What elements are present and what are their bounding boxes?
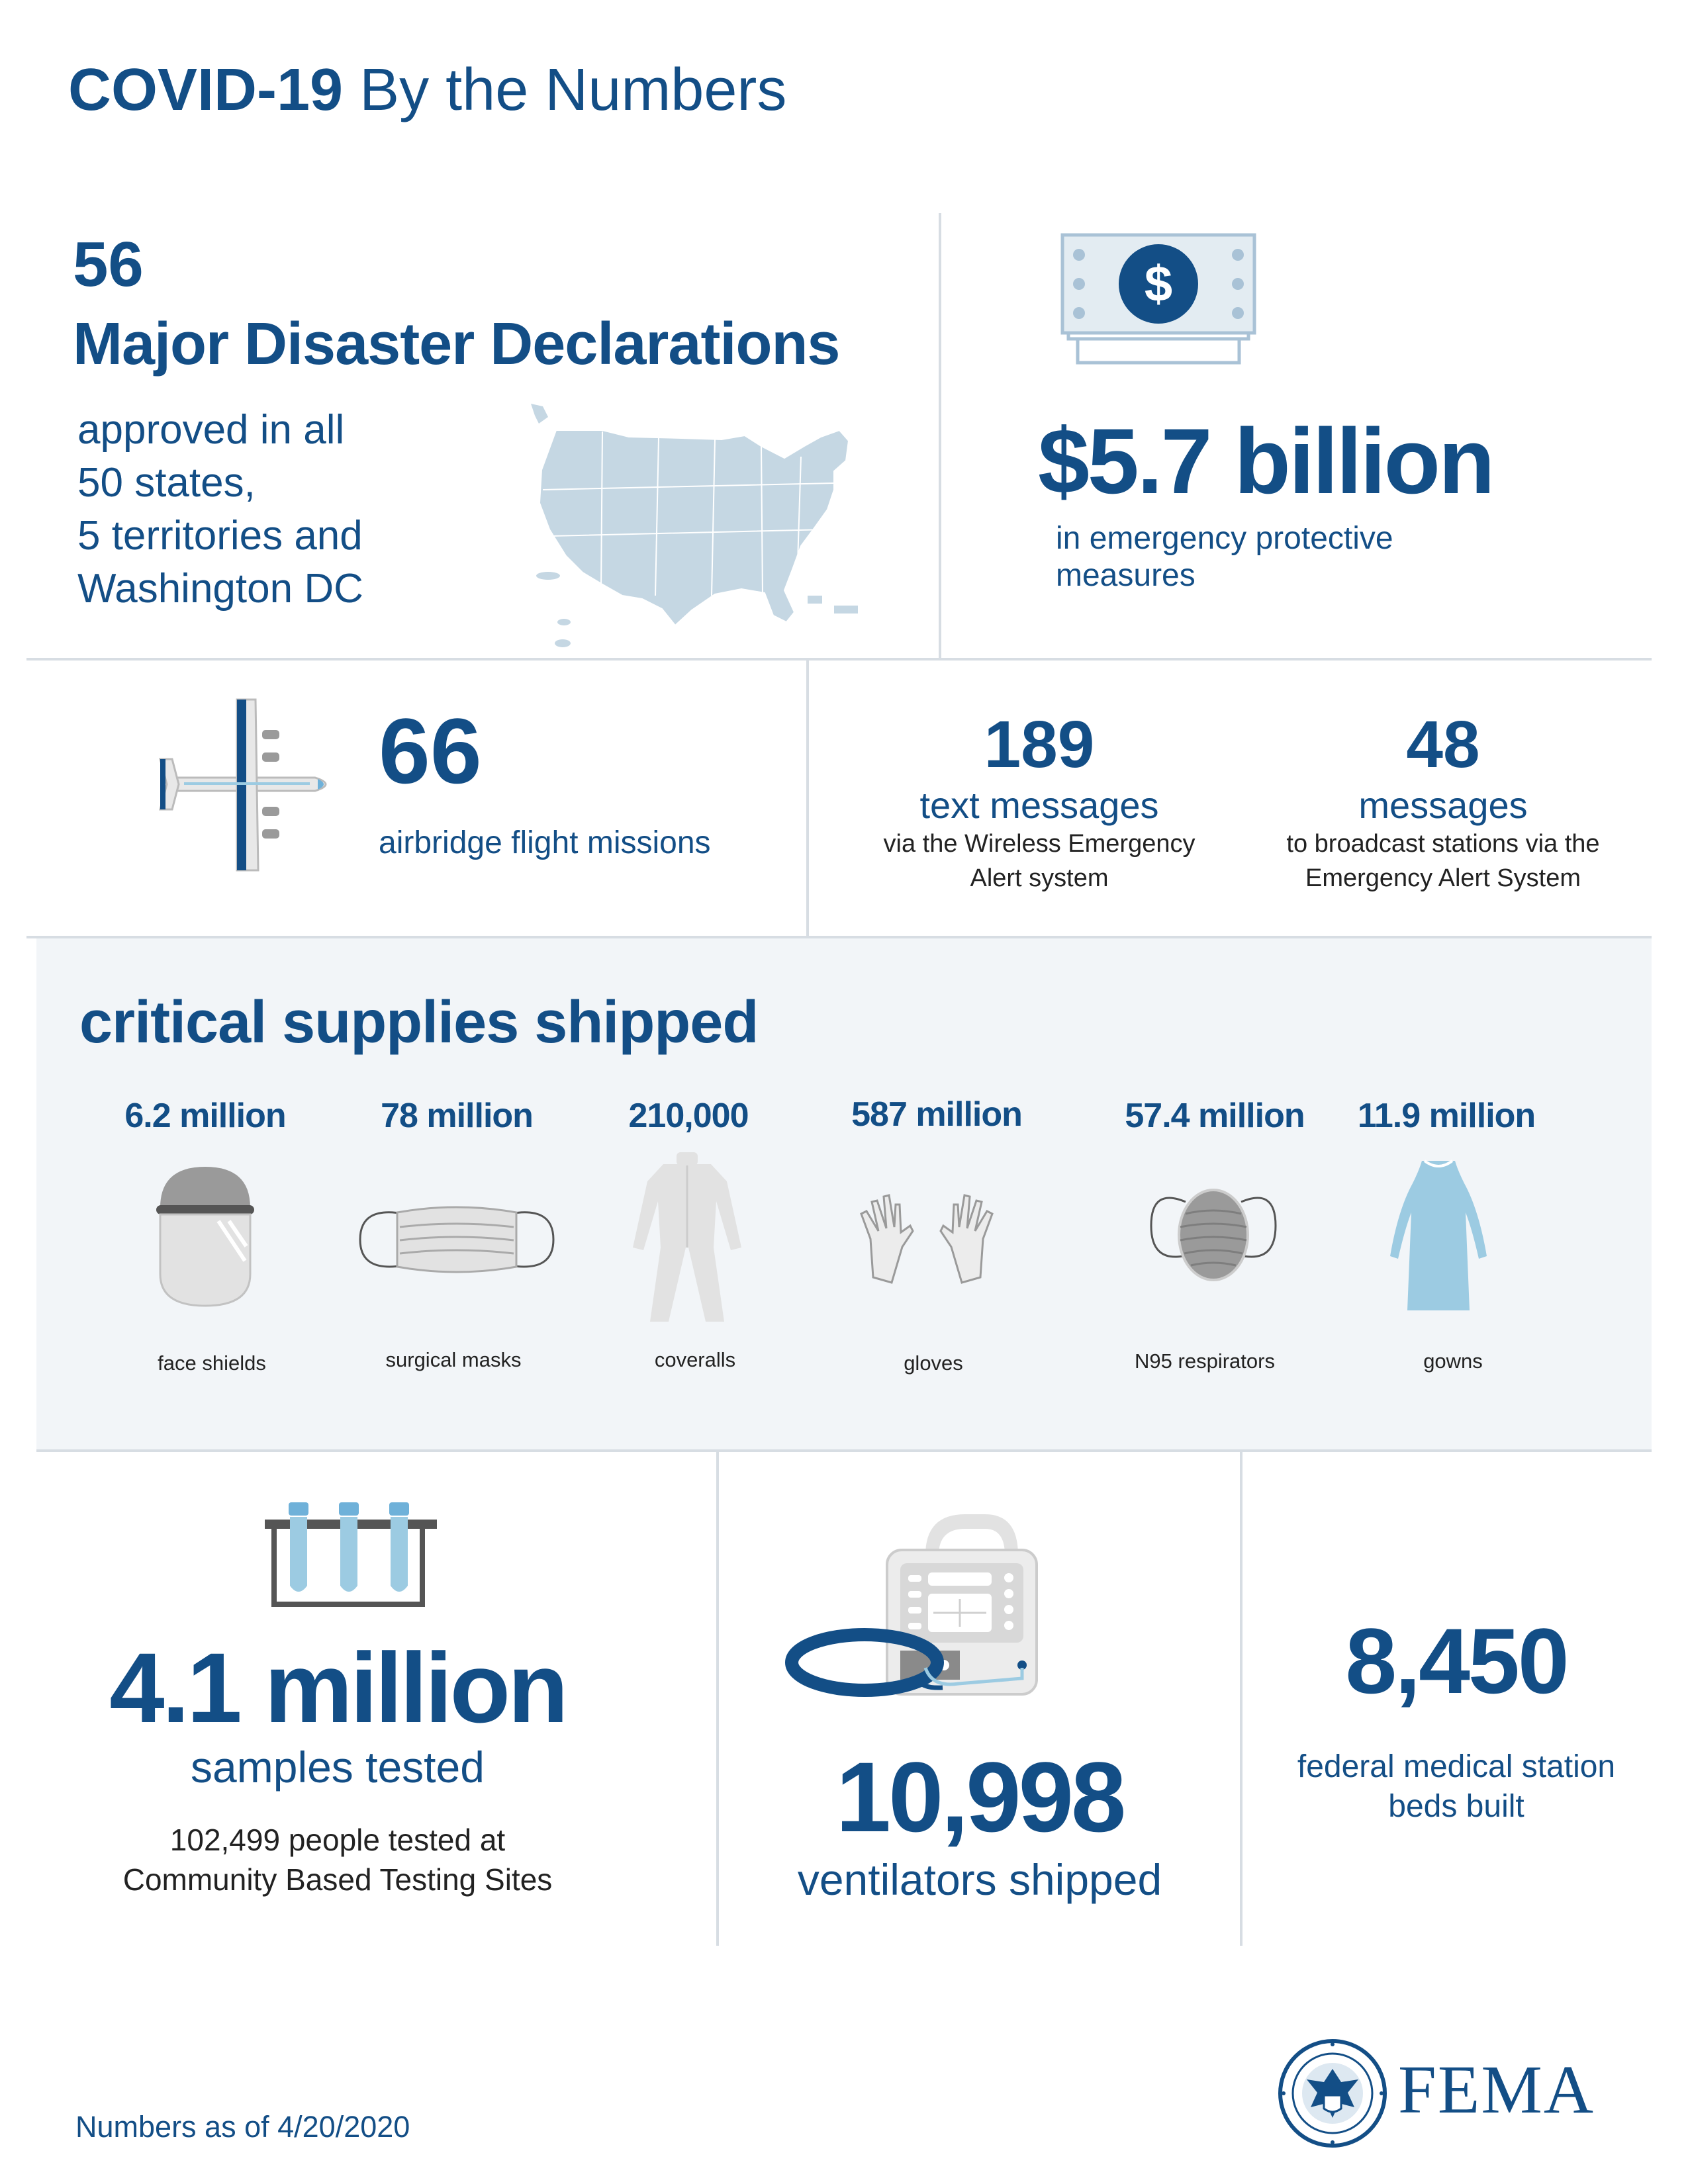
title-rest: By the Numbers bbox=[359, 57, 787, 123]
declarations-line: Washington DC bbox=[77, 566, 363, 612]
divider bbox=[1240, 1452, 1243, 1946]
supply-label: surgical masks bbox=[385, 1348, 522, 1371]
coverall-icon bbox=[628, 1148, 747, 1327]
footer-note: Numbers as of 4/20/2020 bbox=[75, 2110, 410, 2144]
dhs-seal-icon bbox=[1278, 2038, 1387, 2148]
declarations-text bbox=[77, 404, 363, 615]
declarations-title: Major Disaster Declarations bbox=[73, 311, 840, 377]
airplane-icon bbox=[144, 692, 336, 877]
ventilators-title: ventilators shipped bbox=[797, 1855, 1162, 1904]
airbridge-value: 66 bbox=[379, 699, 482, 803]
text-messages-line: via the Wireless Emergency bbox=[883, 830, 1196, 858]
divider bbox=[939, 213, 941, 658]
dollar-bill-icon bbox=[1059, 232, 1258, 371]
fema-logo: FEMA bbox=[1398, 2052, 1595, 2128]
face-shield-icon bbox=[152, 1161, 258, 1310]
testing-line: Community Based Testing Sites bbox=[122, 1862, 553, 1897]
supply-value: 78 million bbox=[381, 1097, 533, 1135]
broadcast-value: 48 bbox=[1406, 707, 1480, 782]
broadcast-line: Emergency Alert System bbox=[1305, 864, 1581, 892]
text-messages-line: Alert system bbox=[970, 864, 1109, 892]
testing-line: 102,499 people tested at bbox=[169, 1823, 506, 1857]
supply-label: coveralls bbox=[654, 1348, 736, 1371]
divider bbox=[716, 1452, 719, 1946]
ventilators-value: 10,998 bbox=[835, 1741, 1124, 1852]
gloves-icon bbox=[849, 1185, 1004, 1284]
title-bold: COVID-19 bbox=[68, 57, 344, 123]
declarations-line: approved in all bbox=[77, 407, 345, 453]
test-tube-rack-icon bbox=[265, 1497, 437, 1606]
text-messages-block bbox=[841, 705, 1238, 895]
text-messages-value: 189 bbox=[984, 707, 1095, 782]
funding-line: measures bbox=[1056, 558, 1196, 593]
funding-line: in emergency protective bbox=[1056, 521, 1393, 556]
svg-text:$: $ bbox=[1144, 256, 1173, 312]
supply-label: gowns bbox=[1423, 1349, 1483, 1373]
us-map-icon bbox=[523, 397, 867, 662]
supply-label: gloves bbox=[904, 1351, 963, 1375]
broadcast-line: to broadcast stations via the bbox=[1286, 830, 1600, 858]
broadcast-title: messages bbox=[1358, 784, 1528, 826]
supplies-title: critical supplies shipped bbox=[79, 989, 759, 1056]
page-title bbox=[68, 57, 786, 123]
text-messages-title: text messages bbox=[919, 784, 1159, 826]
beds-line: beds built bbox=[1388, 1789, 1524, 1824]
supply-label: N95 respirators bbox=[1135, 1349, 1275, 1373]
supply-value: 57.4 million bbox=[1125, 1097, 1305, 1135]
funding-text bbox=[1056, 520, 1393, 594]
surgical-mask-icon bbox=[357, 1203, 556, 1276]
declarations-line: 5 territories and bbox=[77, 513, 363, 559]
airbridge-label: airbridge flight missions bbox=[379, 825, 711, 860]
beds-value: 8,450 bbox=[1345, 1609, 1568, 1713]
divider bbox=[36, 1449, 1652, 1452]
testing-value: 4.1 million bbox=[109, 1632, 566, 1743]
testing-title: samples tested bbox=[191, 1743, 485, 1792]
divider bbox=[806, 658, 809, 936]
declarations-number: 56 bbox=[73, 229, 144, 300]
beds-line: federal medical station bbox=[1297, 1749, 1616, 1784]
supply-label: face shields bbox=[158, 1351, 266, 1375]
supply-value: 210,000 bbox=[628, 1097, 749, 1135]
supply-value: 6.2 million bbox=[124, 1097, 286, 1135]
n95-respirator-icon bbox=[1147, 1185, 1280, 1284]
gown-icon bbox=[1389, 1157, 1488, 1314]
supply-value: 11.9 million bbox=[1357, 1097, 1536, 1135]
funding-value: $5.7 billion bbox=[1038, 409, 1493, 513]
supply-value: 587 million bbox=[851, 1095, 1022, 1134]
declarations-line: 50 states, bbox=[77, 460, 256, 506]
ventilator-icon bbox=[786, 1509, 1051, 1701]
broadcast-block bbox=[1244, 705, 1642, 895]
